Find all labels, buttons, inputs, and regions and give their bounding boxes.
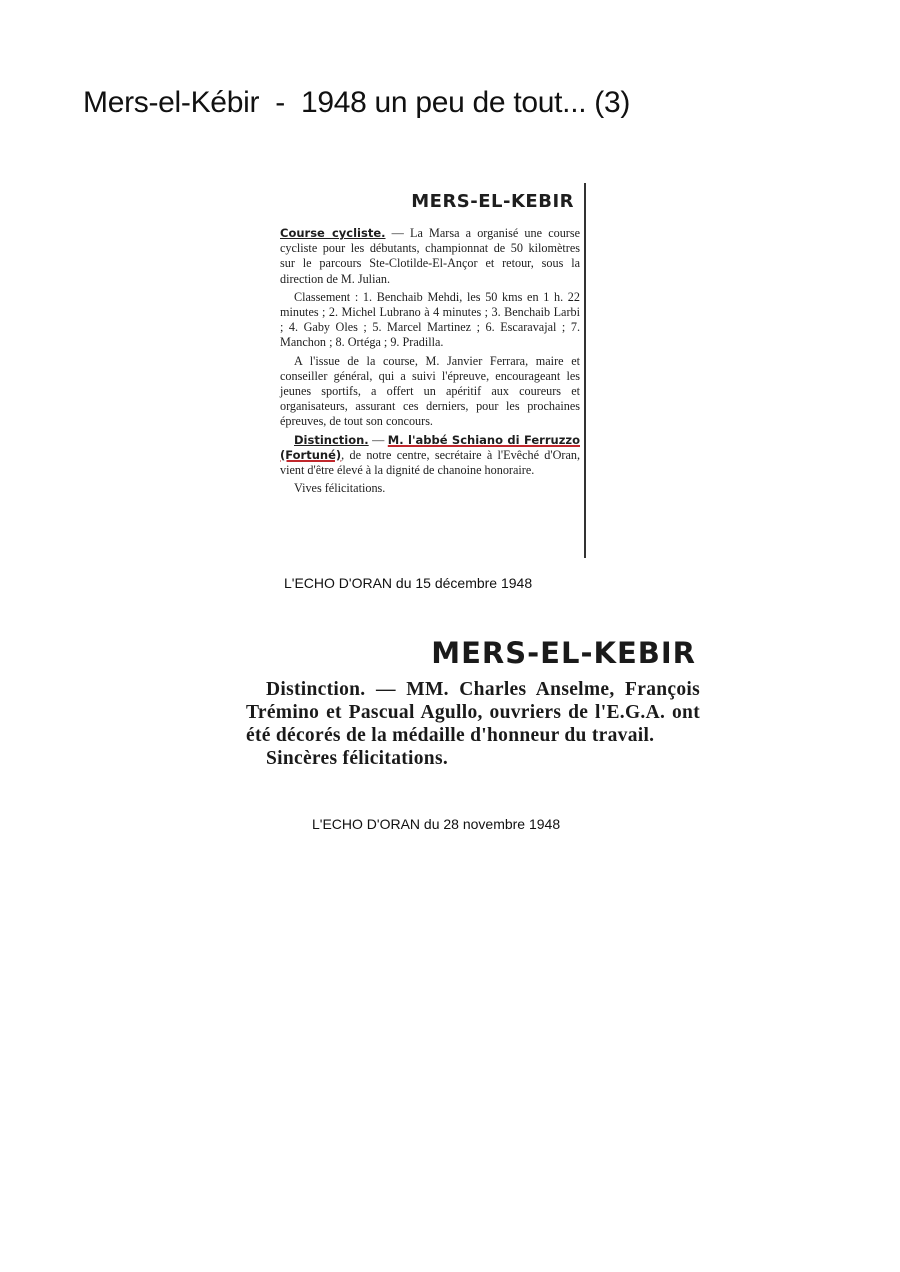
clipping-1-text-distinction: , de notre centre, secrétaire à l'Evêché d'Oran, vient d'être élevé à la dignité de chanoine honoraire. (280, 447, 580, 478)
clipping-2-text-distinction: — MM. Charles Anselme, François Trémino et Pascual Agullo, ouvriers de l'E.G.A. ont été décorés de la médaille d'honneur du travail. (246, 679, 700, 746)
clipping-1-label-course: Course cycliste. (280, 226, 386, 240)
clipping-1-paragraph-3: A l'issue de la course, M. Janvier Ferrara, maire et conseiller général, qui a suivi l'épreuve, encourageant les jeunes sportifs, a offert un apéritif aux coureurs et organisateurs, assurant ces derniers, pour les prochaines épreuves, de tout son concours. (280, 353, 580, 429)
page-title: Mers-el-Kébir - 1948 un peu de tout... (3) (83, 86, 631, 119)
clipping-1-paragraph-2: Classement : 1. Benchaib Mehdi, les 50 kms en 1 h. 22 minutes ; 2. Michel Lubrano à 4 minutes ; 3. Benchaib Larbi ; 4. Gaby Oles ; 5. Marcel Martinez ; 6. Escaravajal ; 7. Manchon ; 8. Ortéga ; 9. Pradilla. (280, 289, 580, 350)
clipping-2-label-distinction: Distinction. (266, 679, 366, 700)
caption-2: L'ECHO D'ORAN du 28 novembre 1948 (312, 816, 561, 832)
clipping-1-label-distinction: Distinction. (294, 432, 369, 447)
newspaper-clipping-1 (274, 183, 586, 558)
clipping-1-text-course: — La Marsa a organisé une course cycliste pour les débutants, championnat de 50 kilomètres sur le parcours Ste-Clotilde-El-Ançor et retour, sous la direction de M. Julian. (280, 226, 581, 286)
clipping-1-paragraph-1 (280, 226, 580, 287)
clipping-1-paragraph-4 (280, 433, 580, 479)
newspaper-clipping-2 (246, 636, 700, 786)
clipping-2-paragraph-1 (246, 678, 700, 747)
clipping-1-heading: MERS-EL-KEBIR (411, 191, 574, 212)
clipping-1-underlined-name: M. l'abbé Schiano di Ferruzzo (Fortuné) (280, 432, 580, 462)
clipping-2-heading: MERS-EL-KEBIR (431, 636, 696, 670)
caption-1: L'ECHO D'ORAN du 15 décembre 1948 (284, 575, 533, 591)
clipping-1-paragraph-5: Vives félicitations. (294, 481, 386, 496)
clipping-2-paragraph-2: Sincères félicitations. (266, 748, 449, 769)
clipping-1-dash: — (368, 432, 388, 447)
